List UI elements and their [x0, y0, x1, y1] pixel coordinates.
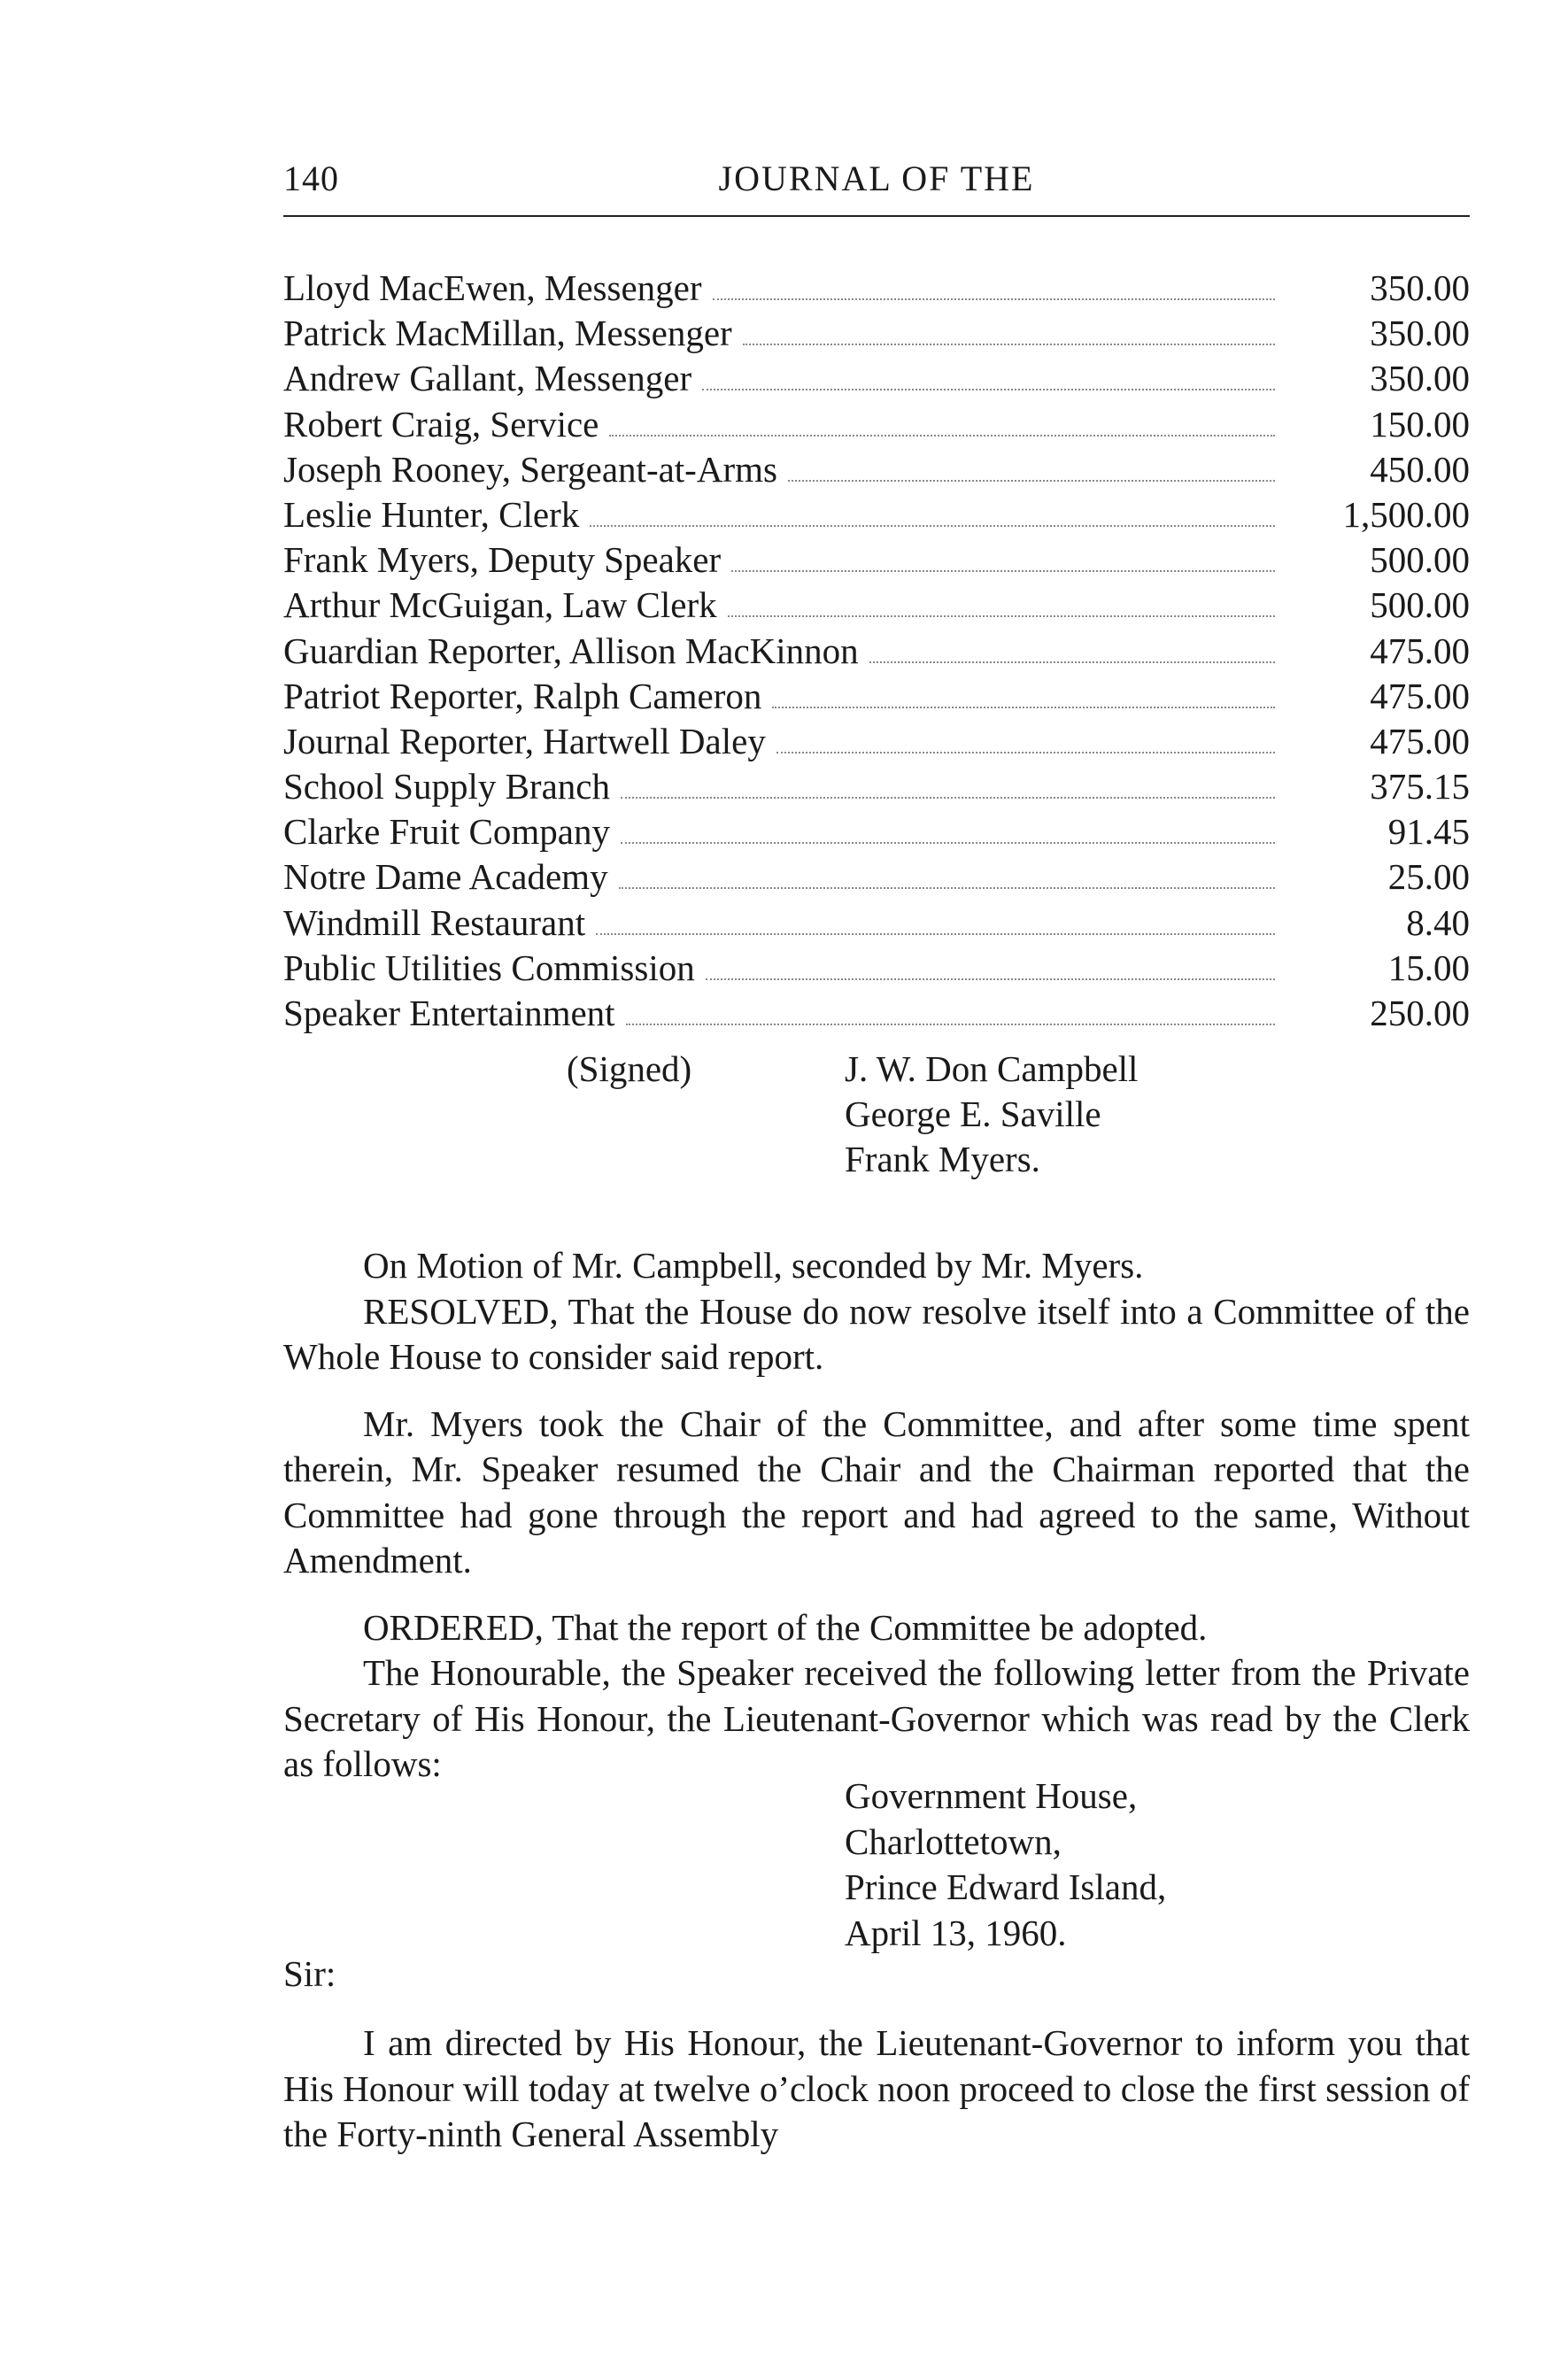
signer-name: George E. Saville: [845, 1093, 1101, 1134]
dot-leader: [609, 435, 1275, 437]
resolved-paragraph: RESOLVED, That the House do now resolve itself into a Committee of the Whole House to consider said report.: [283, 1290, 1470, 1377]
page-number: 140: [283, 158, 339, 198]
letter-salutation: Sir:: [283, 1953, 336, 1994]
account-row: [283, 583, 1470, 628]
account-payee: Public Utilities Commission: [283, 947, 695, 988]
dot-leader: [590, 525, 1275, 527]
address-line: Government House,: [845, 1775, 1138, 1816]
letter-address: [845, 1773, 1166, 1956]
account-payee: School Supply Branch: [283, 766, 610, 808]
account-row: [283, 900, 1470, 946]
account-amount: 25.00: [1387, 856, 1470, 898]
account-amount: 375.15: [1370, 766, 1470, 808]
signed-label: (Signed): [567, 1048, 692, 1089]
dot-leader: [621, 797, 1275, 799]
dot-leader: [706, 978, 1275, 980]
account-payee: Frank Myers, Deputy Speaker: [283, 539, 722, 581]
account-payee: Speaker Entertainment: [283, 993, 615, 1033]
header-rule: [283, 215, 1470, 217]
account-payee: Clarke Fruit Company: [283, 811, 610, 853]
dot-leader: [776, 752, 1275, 753]
account-amount: 350.00: [1370, 267, 1470, 308]
account-payee: Arthur McGuigan, Law Clerk: [283, 584, 717, 626]
account-payee: Notre Dame Academy: [283, 856, 608, 898]
account-amount: 475.00: [1370, 630, 1470, 671]
account-row: [283, 266, 1470, 311]
dot-leader: [626, 1024, 1275, 1025]
journal-title: JOURNAL OF THE: [718, 158, 1035, 198]
account-payee: Robert Craig, Service: [283, 403, 599, 444]
dot-leader: [596, 933, 1275, 935]
dot-leader: [788, 480, 1275, 482]
account-row: [283, 991, 1470, 1036]
dot-leader: [869, 661, 1275, 663]
dot-leader: [619, 887, 1275, 889]
account-amount: 475.00: [1370, 720, 1470, 761]
account-row: [283, 674, 1470, 719]
account-row: [283, 402, 1470, 447]
signer-name: J. W. Don Campbell: [845, 1048, 1139, 1089]
address-line: Charlottetown,: [845, 1820, 1062, 1862]
account-amount: 1,500.00: [1342, 493, 1470, 535]
account-row: [283, 537, 1470, 583]
account-amount: 500.00: [1370, 584, 1470, 626]
account-amount: 8.40: [1406, 901, 1470, 943]
account-row: [283, 311, 1470, 356]
letter-date: April 13, 1960.: [845, 1912, 1067, 1953]
account-payee: Andrew Gallant, Messenger: [283, 358, 692, 399]
signers-list: [845, 1047, 1138, 1182]
account-amount: 15.00: [1387, 947, 1470, 988]
ordered-paragraph: ORDERED, That the report of the Committee be adopted.: [363, 1606, 1208, 1648]
address-line: Prince Edward Island,: [845, 1866, 1167, 1907]
account-payee: Leslie Hunter, Clerk: [283, 493, 580, 535]
committee-paragraph: Mr. Myers took the Chair of the Committee, and after some time spent therein, Mr. Speaker resumed the Chair and the Chairman reported that the Committee had gone through the report and had agreed to the same, Without Amendment.: [283, 1402, 1470, 1580]
account-payee: Journal Reporter, Hartwell Daley: [283, 720, 766, 761]
account-row: [283, 854, 1470, 900]
account-payee: Joseph Rooney, Sergeant-at-Arms: [283, 448, 777, 490]
account-amount: 91.45: [1387, 811, 1470, 853]
account-row: [283, 492, 1470, 537]
account-row: [283, 356, 1470, 401]
dot-leader: [731, 570, 1275, 572]
account-row: [283, 719, 1470, 764]
account-payee: Patrick MacMillan, Messenger: [283, 313, 732, 354]
account-row: [283, 809, 1470, 854]
account-amount: 250.00: [1370, 993, 1470, 1033]
dot-leader: [772, 707, 1275, 708]
account-amount: 350.00: [1370, 313, 1470, 354]
dot-leader: [713, 298, 1275, 300]
proceedings-text: [283, 1243, 1470, 1788]
account-payee: Patriot Reporter, Ralph Cameron: [283, 675, 762, 716]
running-head: [283, 158, 1470, 202]
dot-leader: [728, 615, 1275, 617]
dot-leader: [621, 842, 1275, 844]
letter-body: [283, 2021, 1470, 2158]
account-row: [283, 629, 1470, 674]
account-amount: 150.00: [1370, 403, 1470, 444]
motion-paragraph: On Motion of Mr. Campbell, seconded by Mr. Myers.: [363, 1245, 1144, 1286]
account-row: [283, 447, 1470, 492]
signer-name: Frank Myers.: [845, 1139, 1040, 1179]
account-row: [283, 764, 1470, 809]
account-amount: 500.00: [1370, 539, 1470, 581]
letter-body-paragraph: I am directed by His Honour, the Lieutenant-Governor to inform you that His Honour will today at twelve o’clock noon proceed to close the first session of the Forty-ninth General Assembly: [283, 2022, 1470, 2154]
accounts-list: [283, 266, 1470, 1036]
account-amount: 350.00: [1370, 358, 1470, 399]
account-amount: 450.00: [1370, 448, 1470, 490]
account-payee: Guardian Reporter, Allison MacKinnon: [283, 630, 859, 671]
account-row: [283, 946, 1470, 991]
account-payee: Windmill Restaurant: [283, 901, 586, 943]
dot-leader: [743, 344, 1275, 345]
dot-leader: [702, 389, 1275, 390]
account-amount: 475.00: [1370, 675, 1470, 716]
letter-intro-paragraph: The Honourable, the Speaker received the following letter from the Private Secretary of His Honour, the Lieutenant-Governor which was read by the Clerk as follows:: [283, 1652, 1470, 1784]
account-payee: Lloyd MacEwen, Messenger: [283, 267, 702, 308]
